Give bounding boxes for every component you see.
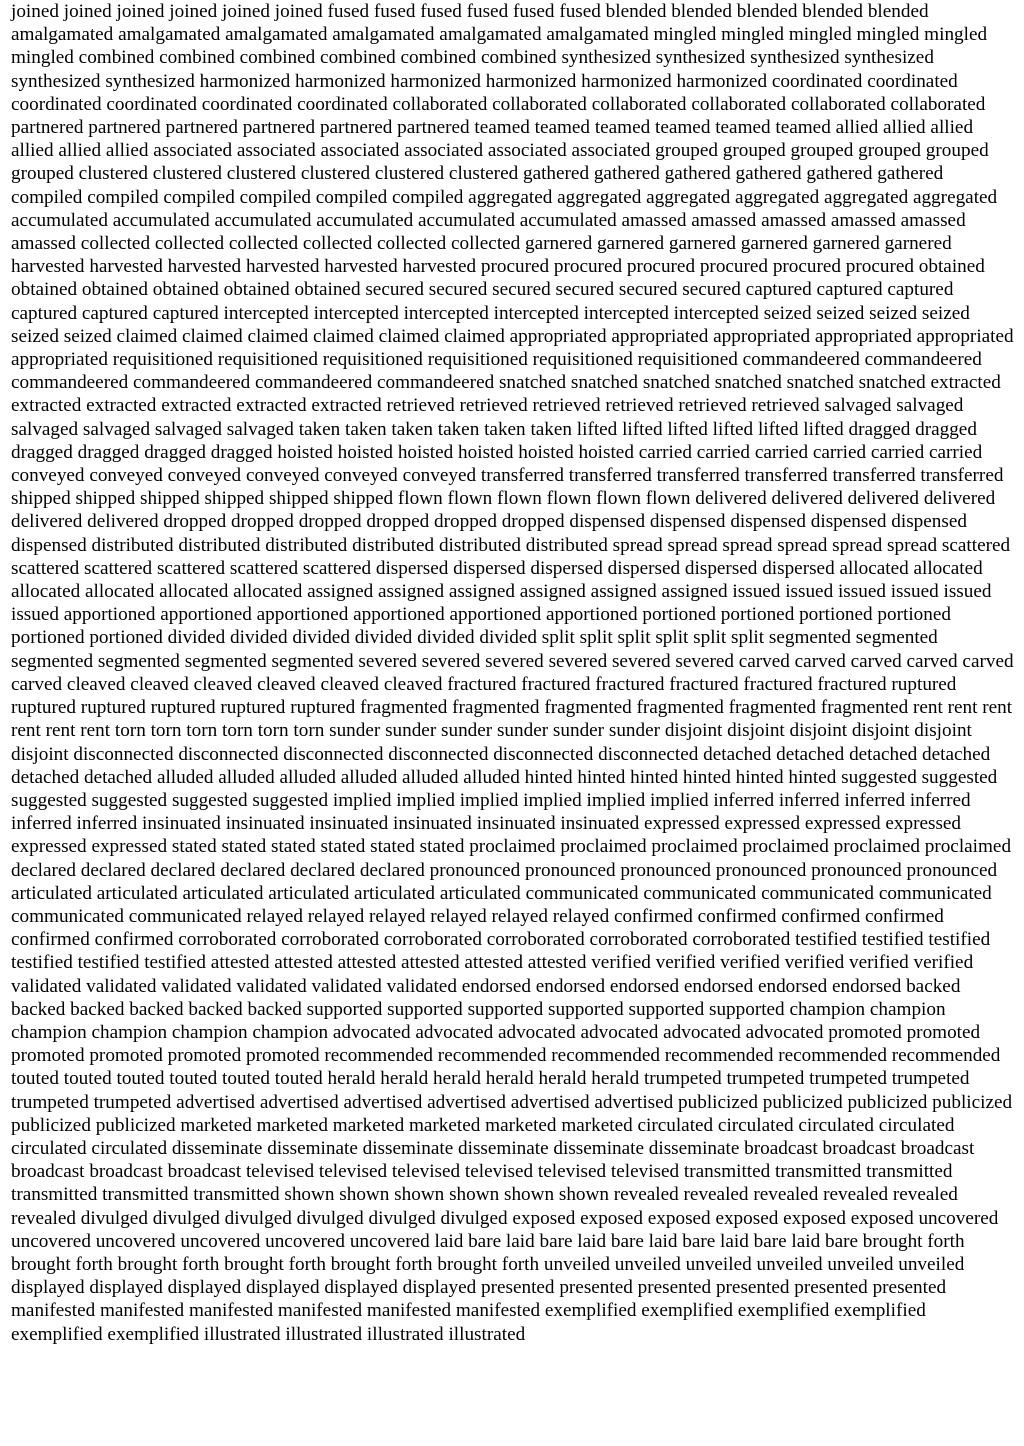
body-text: joined joined joined joined joined joined fused fused fused fused fused fused blended blended blended blended blended amalgamated amalgamated amalgamated amalgamated amalgamated amalgamated mingled mingled mingled mingled mingled mingled combined combined combined combined combined combined synthesized synthesized synthesized synthesized synthesized synthesized harmonized harmonized harmonized harmonized harmonized harmonized coordinated coordinated coordinated coordinated coordinated coordinated collaborated collaborated collaborated collaborated collaborated collaborated partnered partnered partnered partnered partnered partnered teamed teamed teamed teamed teamed teamed allied allied allied allied allied allied associated associated associated associated associated associated grouped grouped grouped grouped grouped grouped clustered clustered clustered clustered clustered clustered gathered gathered gathered gathered gathered gathered compiled compiled compiled compiled compiled compiled aggregated aggregated aggregated aggregated aggregated aggregated accumulated accumulated accumulated accumulated accumulated accumulated amassed amassed amassed amassed amassed amassed collected collected collected collected collected collected garnered garnered garnered garnered garnered garnered harvested harvested harvested harvested harvested harvested procured procured procured procured procured procured obtained obtained obtained obtained obtained obtained secured secured secured secured secured secured captured captured captured captured captured captured intercepted intercepted intercepted intercepted intercepted intercepted seized seized seized seized seized seized claimed claimed claimed claimed claimed claimed appropriated appropriated appropriated appropriated appropriated appropriated requisitioned requisitioned requisitioned requisitioned requisitioned requisitioned commandeered commandeered commandeered commandeered commandeered commandeered snatched snatched snatched snatched snatched snatched extracted extracted extracted extracted extracted extracted retrieved retrieved retrieved retrieved retrieved retrieved salvaged salvaged salvaged salvaged salvaged salvaged taken taken taken taken taken taken lifted lifted lifted lifted lifted lifted dragged dragged dragged dragged dragged dragged hoisted hoisted hoisted hoisted hoisted hoisted carried carried carried carried carried carried conveyed conveyed conveyed conveyed conveyed conveyed transferred transferred transferred transferred transferred transferred shipped shipped shipped shipped shipped shipped flown flown flown flown flown flown delivered delivered delivered delivered delivered delivered dropped dropped dropped dropped dropped dropped dispensed dispensed dispensed dispensed dispensed dispensed distributed distributed distributed distributed distributed distributed spread spread spread spread spread spread scattered scattered scattered scattered scattered scattered dispersed dispersed dispersed dispersed dispersed dispersed allocated allocated allocated allocated allocated allocated assigned assigned assigned assigned assigned assigned issued issued issued issued issued issued apportioned apportioned apportioned apportioned apportioned apportioned portioned portioned portioned portioned portioned portioned divided divided divided divided divided divided split split split split split split segmented segmented segmented segmented segmented segmented severed severed severed severed severed severed carved carved carved carved carved carved cleaved cleaved cleaved cleaved cleaved cleaved fractured fractured fractured fractured fractured fractured ruptured ruptured ruptured ruptured ruptured ruptured fragmented fragmented fragmented fragmented fragmented fragmented rent rent rent rent rent rent torn torn torn torn torn torn sunder sunder sunder sunder sunder sunder disjoint disjoint disjoint disjoint disjoint disjoint disconnected disconnected disconnected disconnected disconnected disconnected detached detached detached detached detached detached alluded alluded alluded alluded alluded alluded hinted hinted hinted hinted hinted hinted suggested suggested suggested suggested suggested suggested implied implied implied implied implied implied inferred inferred inferred inferred inferred inferred insinuated insinuated insinuated insinuated insinuated insinuated expressed expressed expressed expressed expressed expressed stated stated stated stated stated stated proclaimed proclaimed proclaimed proclaimed proclaimed proclaimed declared declared declared declared declared declared pronounced pronounced pronounced pronounced pronounced pronounced articulated articulated articulated articulated articulated articulated communicated communicated communicated communicated communicated communicated relayed relayed relayed relayed relayed relayed confirmed confirmed confirmed confirmed confirmed confirmed corroborated corroborated corroborated corroborated corroborated corroborated testified testified testified testified testified testified attested attested attested attested attested attested verified verified verified verified verified verified validated validated validated validated validated validated endorsed endorsed endorsed endorsed endorsed endorsed backed backed backed backed backed backed supported supported supported supported supported supported champion champion champion champion champion champion advocated advocated advocated advocated advocated advocated promoted promoted promoted promoted promoted promoted recommended recommended recommended recommended recommended recommended touted touted touted touted touted touted herald herald herald herald herald herald trumpeted trumpeted trumpeted trumpeted trumpeted trumpeted advertised advertised advertised advertised advertised advertised publicized publicized publicized publicized publicized publicized marketed marketed marketed marketed marketed marketed circulated circulated circulated circulated circulated circulated disseminate disseminate disseminate disseminate disseminate disseminate broadcast broadcast broadcast broadcast broadcast broadcast televised televised televised televised televised televised transmitted transmitted transmitted transmitted transmitted transmitted shown shown shown shown shown shown revealed revealed revealed revealed revealed revealed divulged divulged divulged divulged divulged divulged exposed exposed exposed exposed exposed exposed uncovered uncovered uncovered uncovered uncovered uncovered laid bare laid bare laid bare laid bare laid bare laid bare brought forth brought forth brought forth brought forth brought forth brought forth unveiled unveiled unveiled unveiled unveiled unveiled displayed displayed displayed displayed displayed displayed presented presented presented presented presented presented manifested manifested manifested manifested manifested manifested exemplified exemplified exemplified exemplified exemplified exemplified illustrated illustrated illustrated illustrated bbox=[11, 1, 1014, 1345]
